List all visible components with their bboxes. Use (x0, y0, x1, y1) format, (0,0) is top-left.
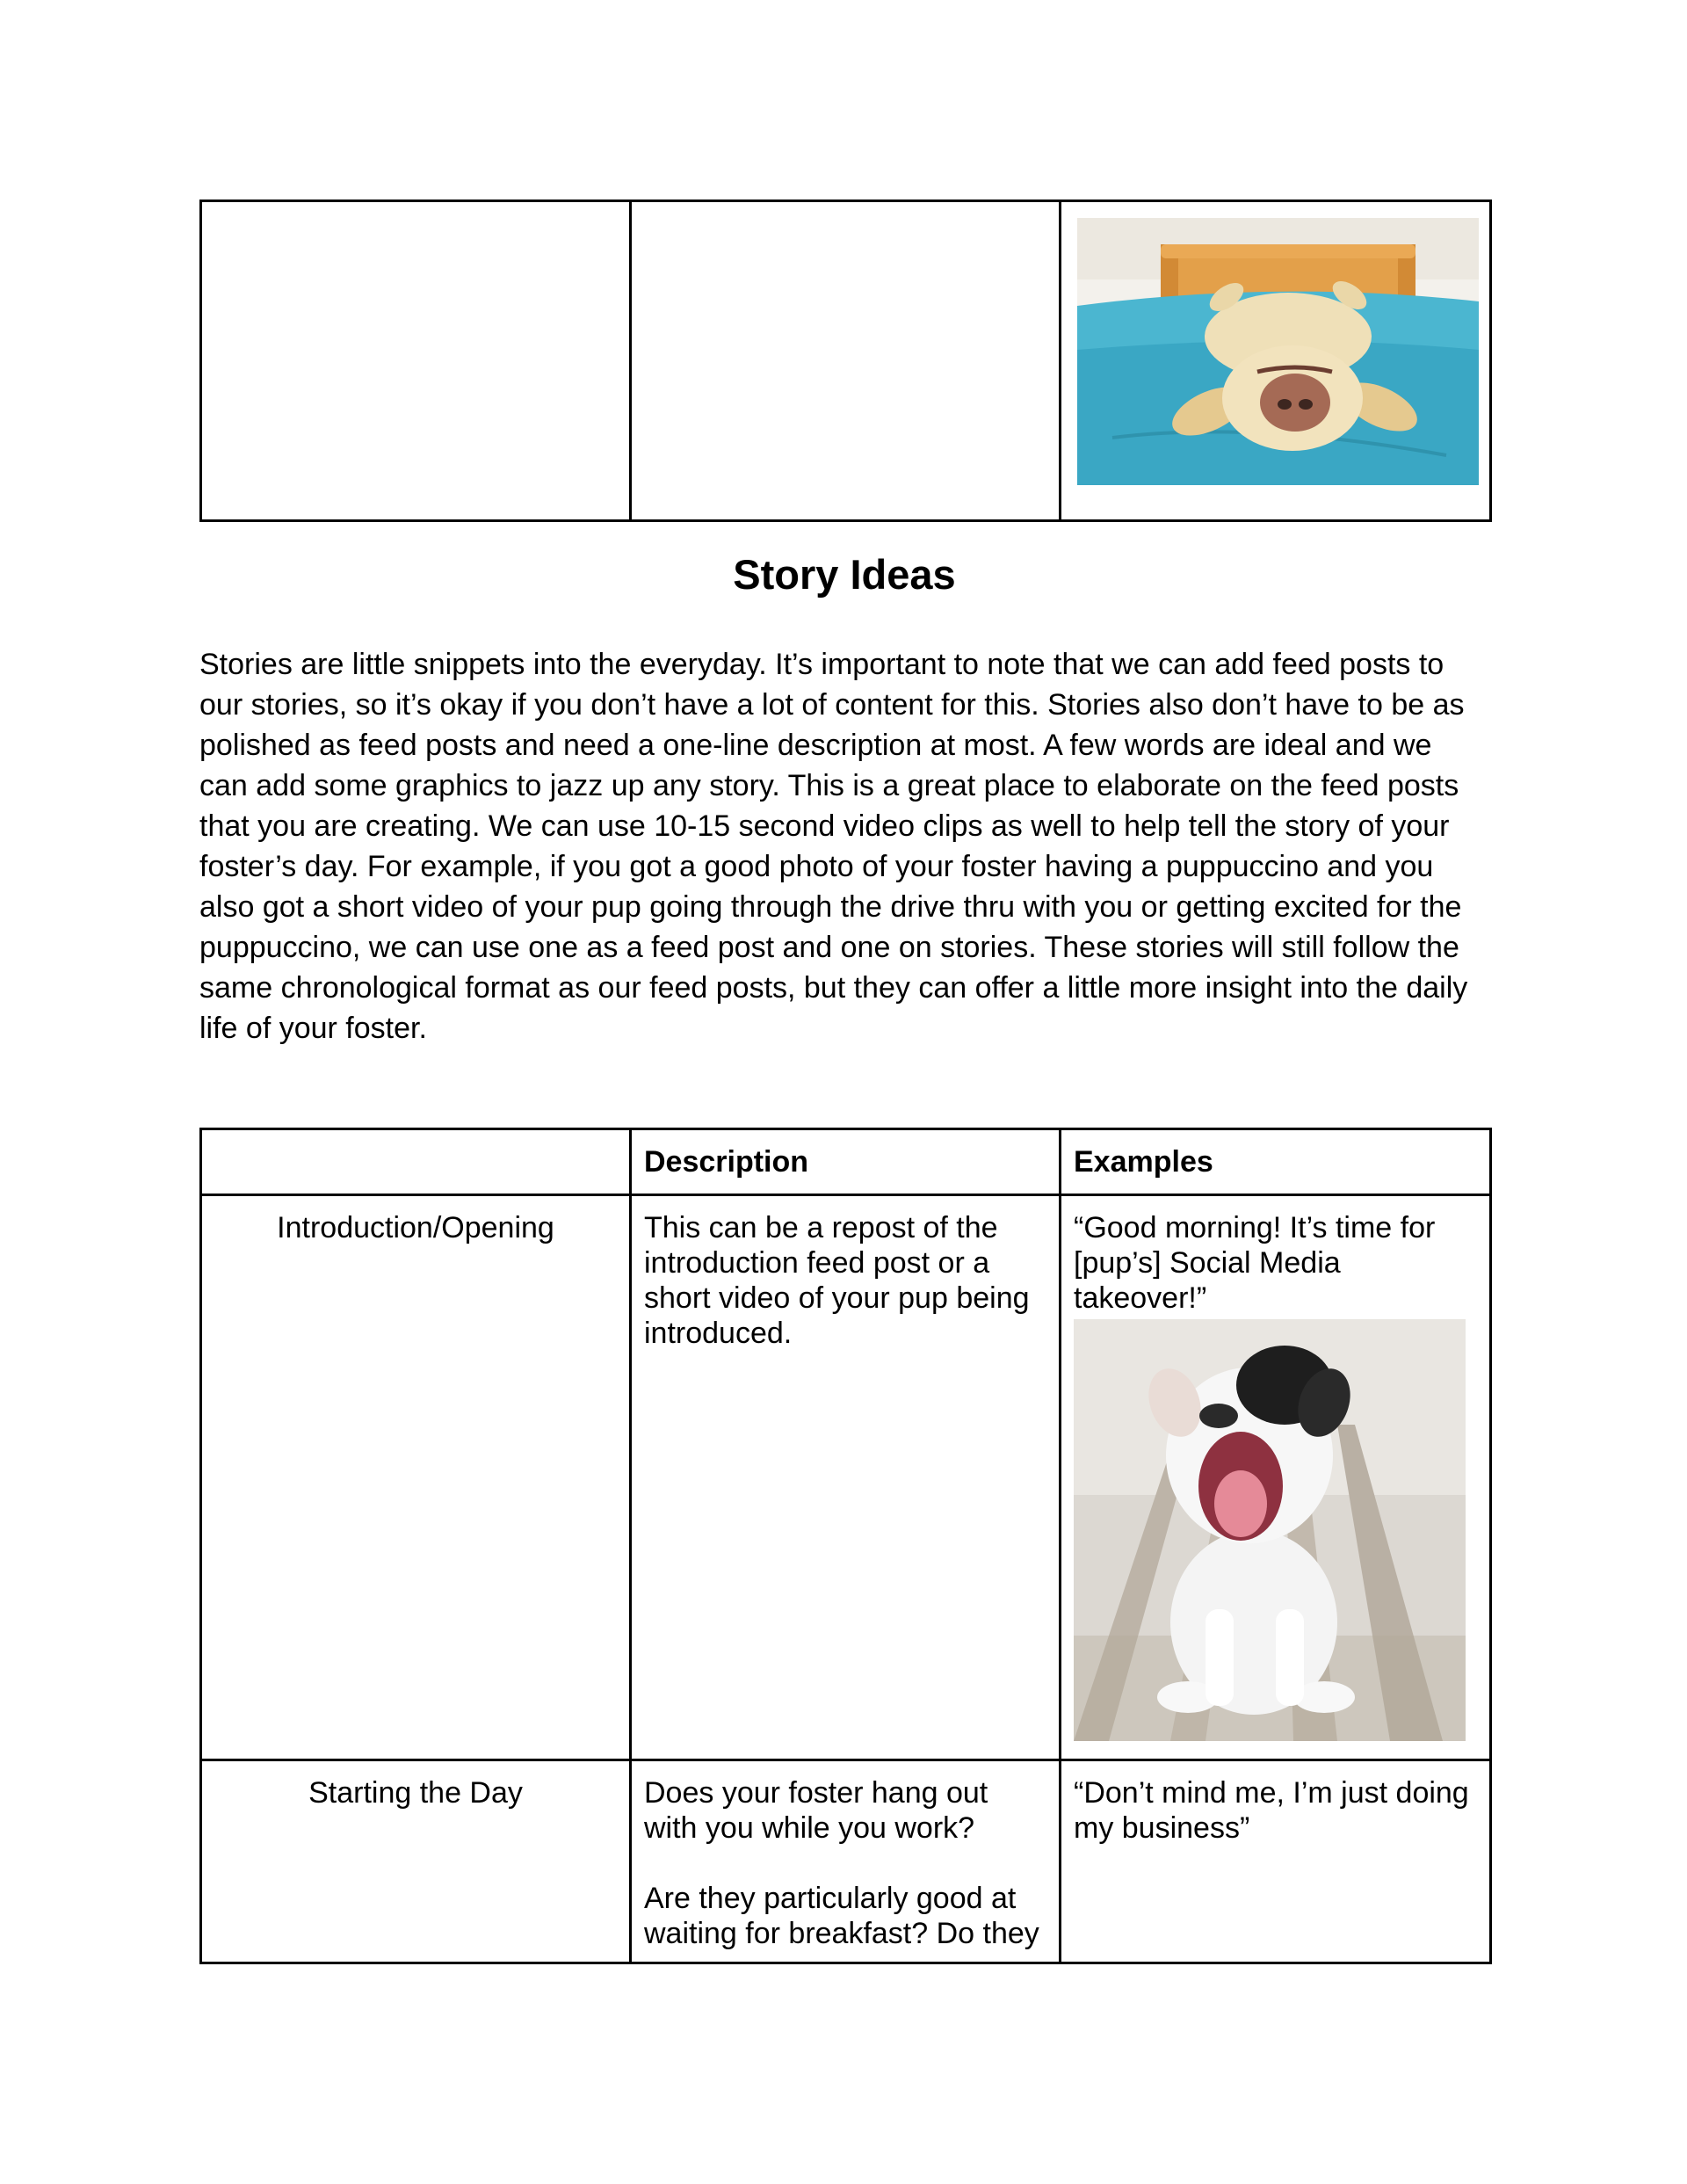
top-table-cell-empty-1 (201, 201, 631, 521)
example-cell: “Don’t mind me, I’m just doing my business” (1061, 1760, 1491, 1963)
table-row (201, 1760, 1491, 1963)
table-row (201, 1195, 1491, 1760)
example-cell (1061, 1195, 1491, 1760)
header-cell-examples: Examples (1061, 1129, 1491, 1195)
dog-on-bed-photo (1077, 218, 1479, 485)
stage-cell: Introduction/Opening (201, 1195, 631, 1760)
story-ideas-table (199, 1128, 1492, 1964)
header-cell-stage (201, 1129, 631, 1195)
top-table-cell-empty-2 (631, 201, 1061, 521)
intro-paragraph: Stories are little snippets into the everyday. It’s important to note that we can add feed posts to our stories, so it’s okay if you don’t have a lot of content for this. Stories also don’t have to be as polished as feed posts and need a one-line description at most. A few words are ideal and we can add some graphics to jazz up any story. This is a great place to elaborate on the feed posts that you are creating. We can use 10-15 second video clips as well to help tell the story of your foster’s day. For example, if you got a good photo of your foster having a puppuccino and you also got a short video of your pup going through the drive thru with you or getting excited for the puppuccino, we can use one as a feed post and one on stories. These stories will still follow the same chronological format as our feed posts, but they can offer a little more insight into the daily life of your foster. (199, 648, 1468, 1045)
description-cell: Does your foster hang out with you while you work? Are they particularly good at waiting for breakfast? Do they (631, 1760, 1061, 1963)
header-cell-description: Description (631, 1129, 1061, 1195)
top-table (199, 200, 1492, 522)
description-cell: This can be a repost of the introduction feed post or a short video of your pup being introduced. (631, 1195, 1061, 1760)
top-table-cell-photo (1061, 201, 1491, 521)
page-title: Story Ideas (733, 551, 956, 598)
yawning-puppy-photo (1074, 1319, 1466, 1741)
table-header-row (201, 1129, 1491, 1195)
stage-cell: Starting the Day (201, 1760, 631, 1963)
example-text: “Good morning! It’s time for [pup’s] Social Media takeover!” (1074, 1211, 1436, 1315)
